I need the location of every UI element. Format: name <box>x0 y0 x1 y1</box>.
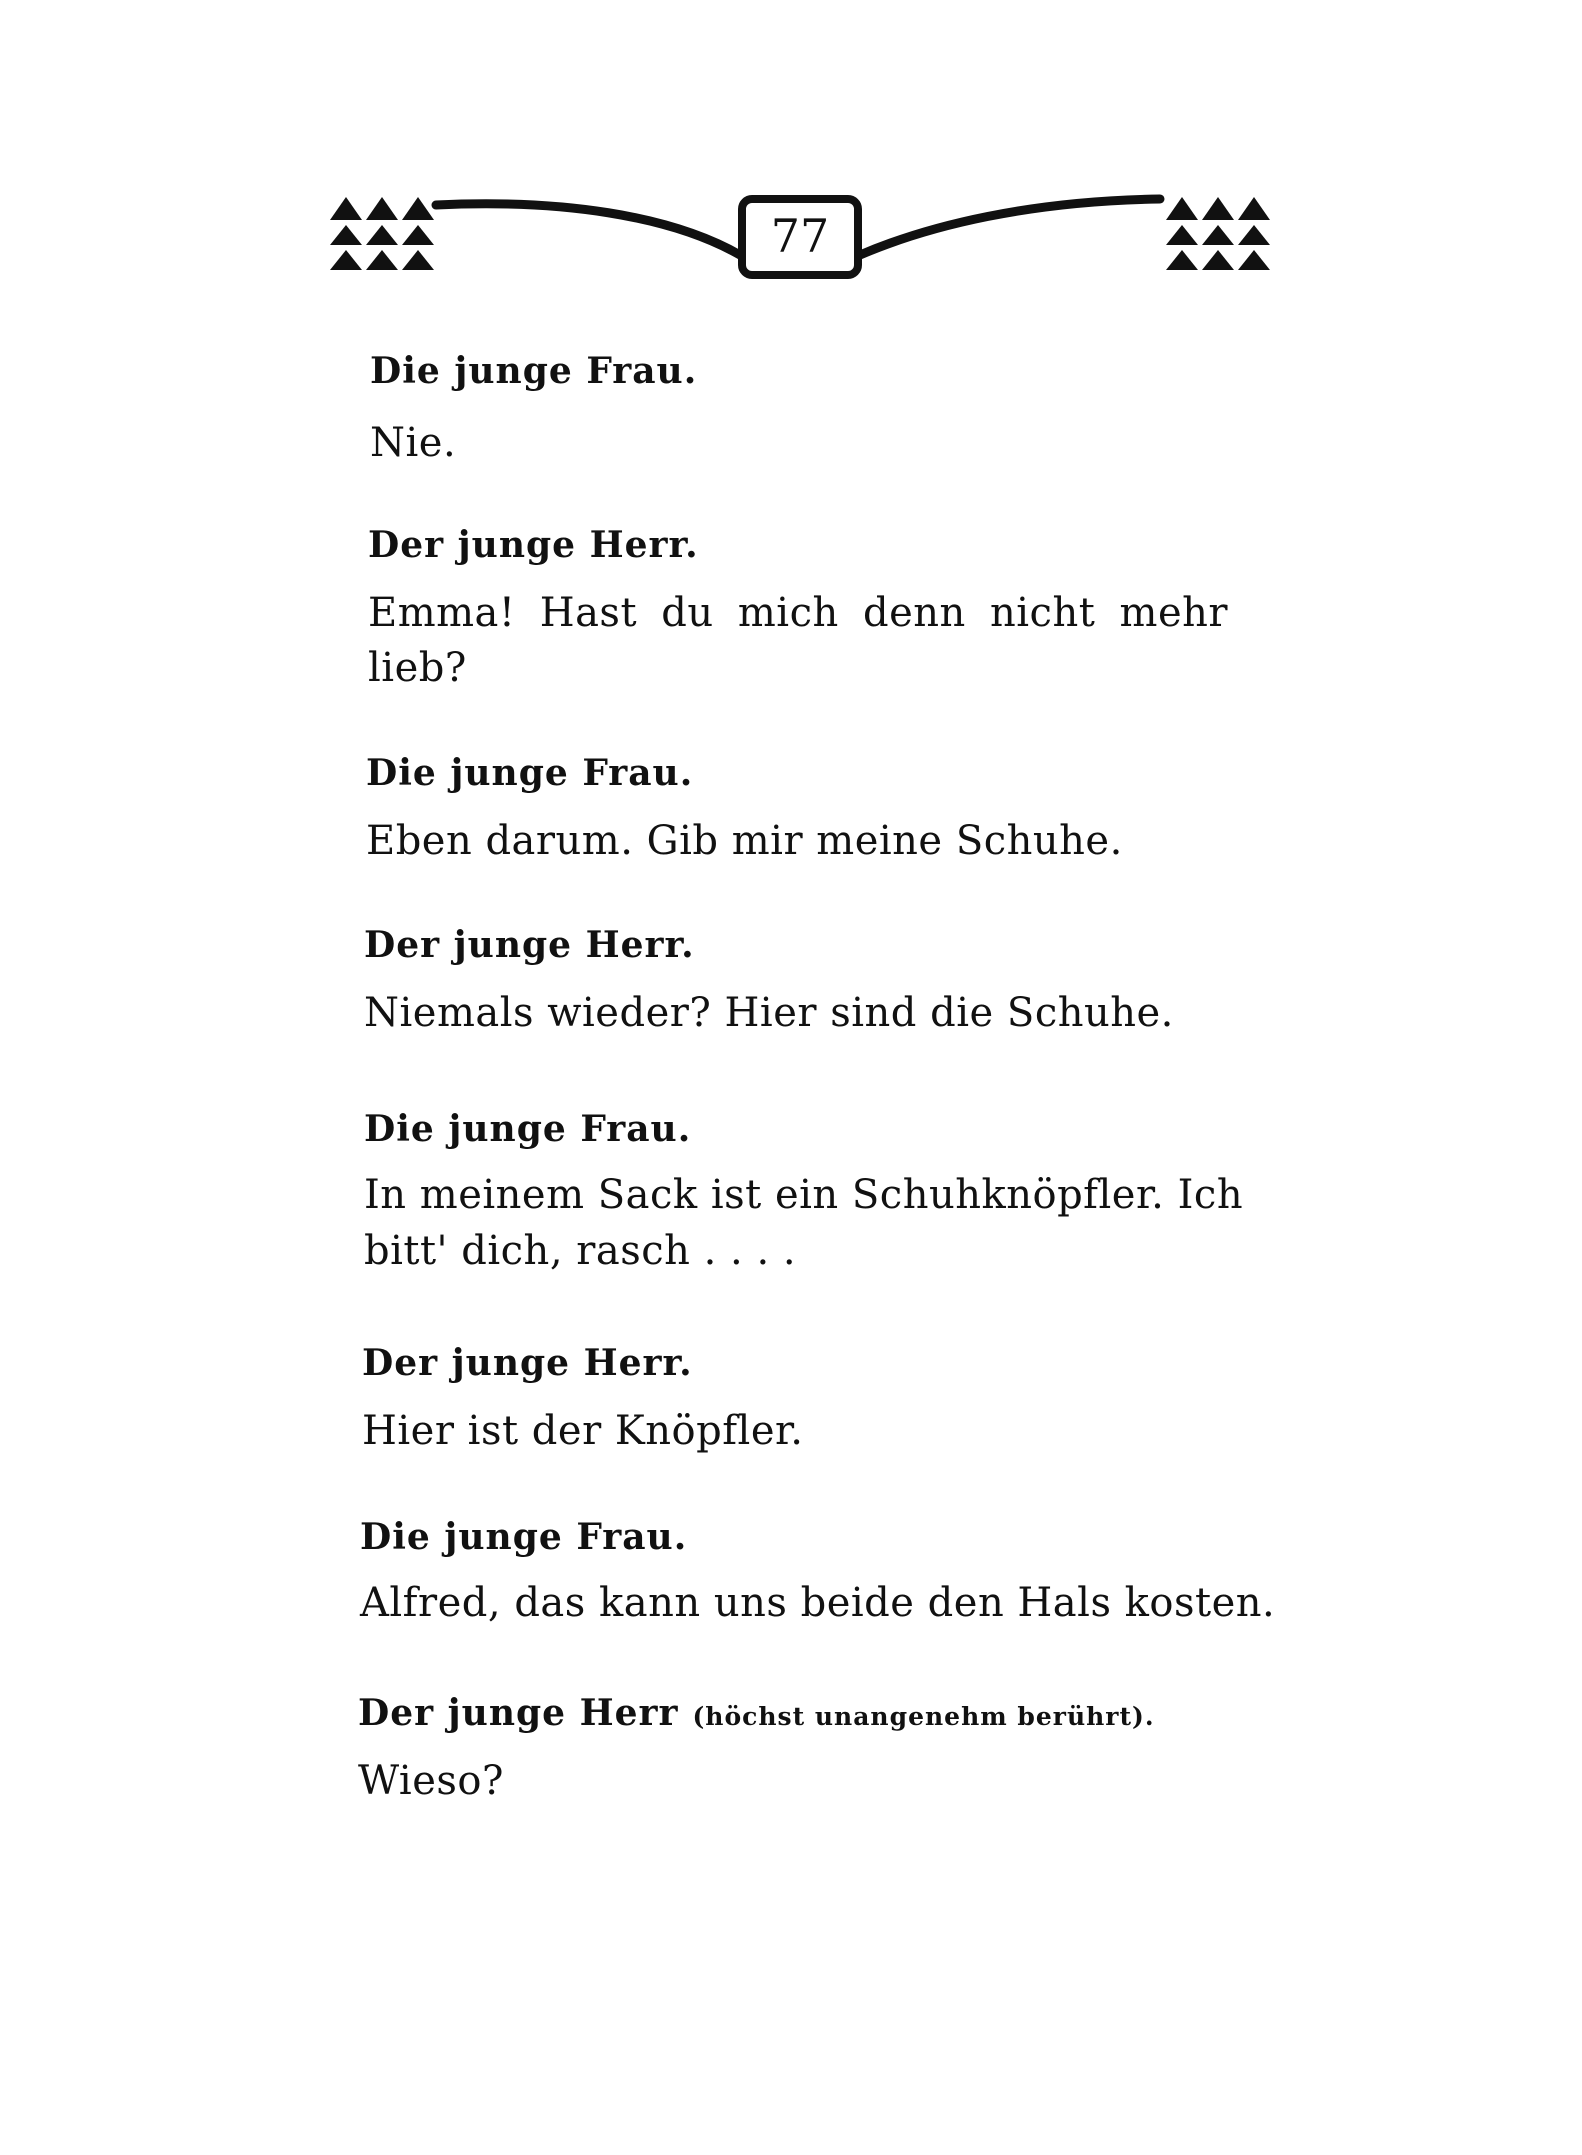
dialogue-line: In meinem Sack ist ein Schuhknöpfler. Ich <box>364 1172 1244 1218</box>
dialogue-line: Wieso? <box>358 1758 504 1804</box>
left-triangle-ornament-icon <box>330 197 434 270</box>
dialogue-line: lieb? <box>368 645 467 691</box>
stage-direction: (höchst unangenehm berührt). <box>692 1702 1155 1731</box>
right-triangle-ornament-icon <box>1166 197 1270 270</box>
dialogue-line: Hier ist der Knöpfler. <box>362 1408 804 1454</box>
speaker-name: Der junge Herr. <box>364 924 695 966</box>
speaker-name: Die junge Frau. <box>366 752 694 794</box>
page-header <box>330 185 1280 305</box>
page-number: 77 <box>770 209 830 263</box>
speaker-name: Die junge Frau. <box>364 1108 692 1150</box>
speaker-name: Die junge Frau. <box>360 1516 688 1558</box>
dialogue-line: Eben darum. Gib mir meine Schuhe. <box>366 818 1123 864</box>
speaker-name: Die junge Frau. <box>370 350 698 392</box>
dialogue-line: Emma! Hast du mich denn nicht mehr <box>368 590 1228 636</box>
dialogue-line: Alfred, das kann uns beide den Hals kosten. <box>360 1580 1276 1626</box>
speaker-name-text: Der junge Herr <box>358 1692 679 1734</box>
dialogue-line: Niemals wieder? Hier sind die Schuhe. <box>364 990 1174 1036</box>
speaker-name: Der junge Herr. <box>368 524 699 566</box>
dialogue-line: bitt' dich, rasch . . . . <box>364 1228 797 1274</box>
speaker-name: Der junge Herr. <box>362 1342 693 1384</box>
speaker-name <box>358 1692 1155 1734</box>
dialogue-line: Nie. <box>370 420 457 466</box>
